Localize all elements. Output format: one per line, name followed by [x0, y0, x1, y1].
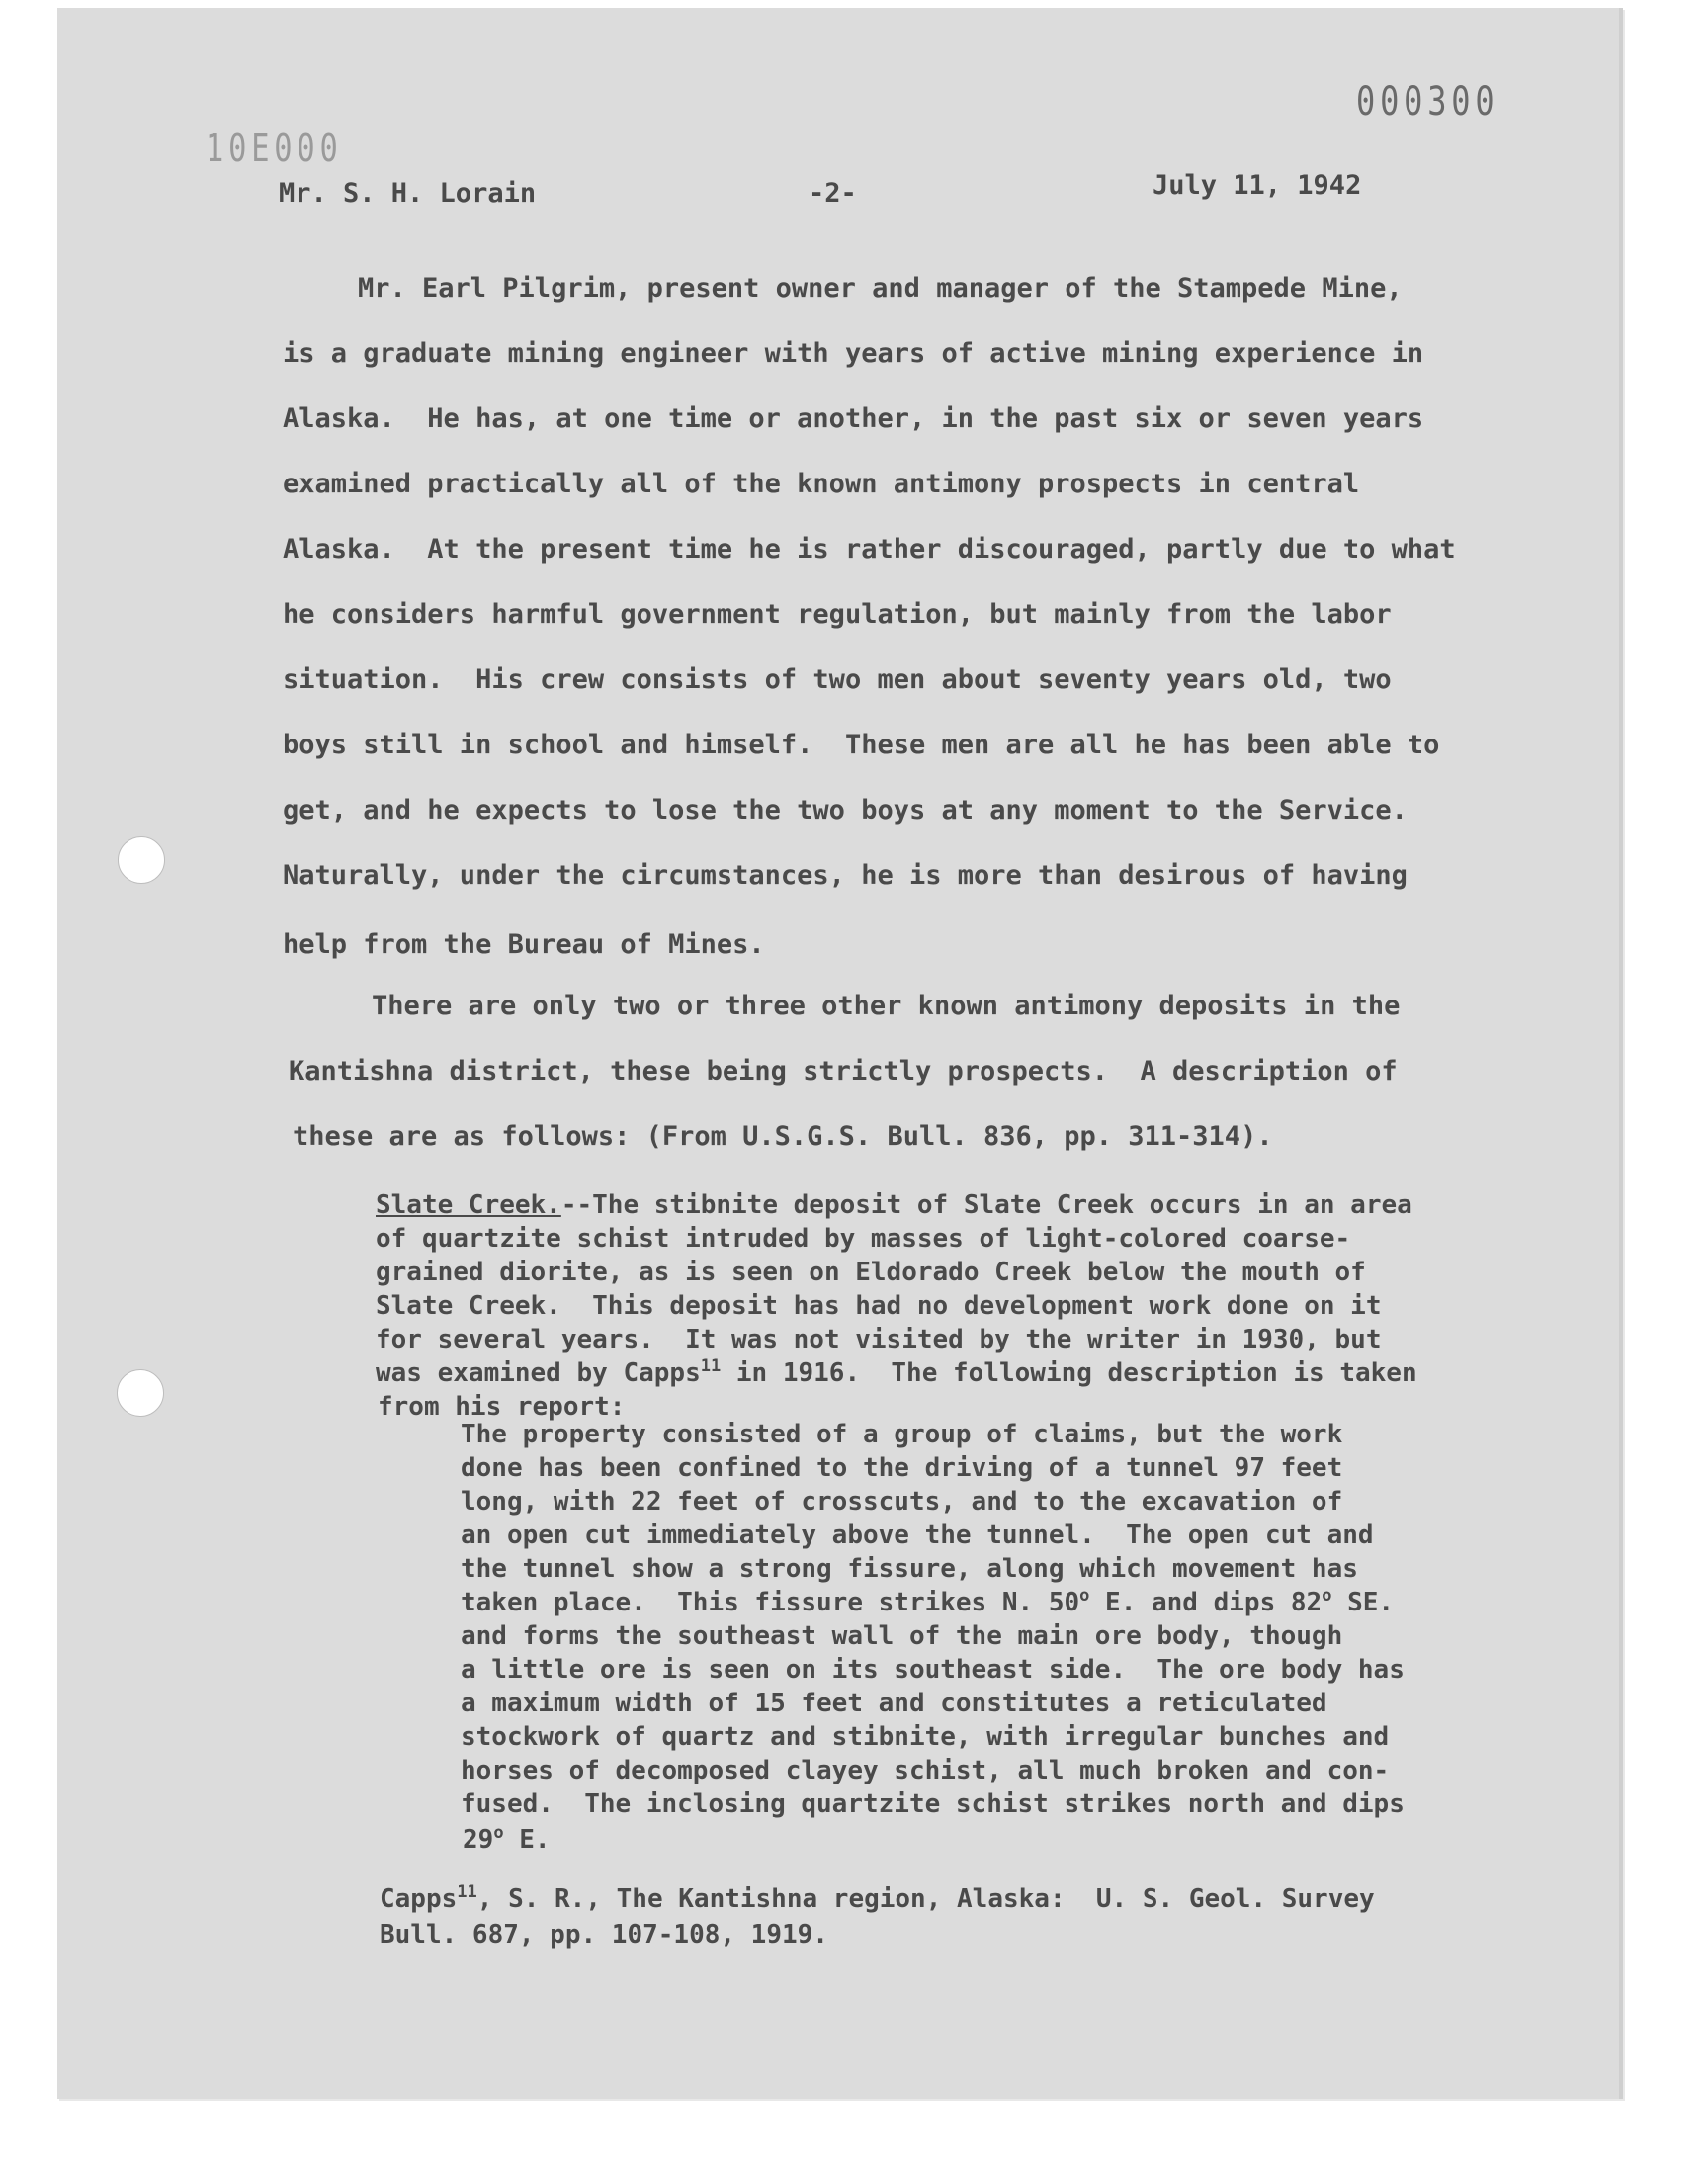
quote-line: an open cut immediately above the tunnel. The open cut and [461, 1521, 1374, 1550]
paragraph-line: examined practically all of the known antimony prospects in central [283, 469, 1360, 499]
quote-line: a maximum width of 15 feet and constitutes a reticulated [461, 1689, 1327, 1718]
slate-creek-line: from his report: [378, 1392, 626, 1422]
quote-line: done has been confined to the driving of a tunnel 97 feet [461, 1453, 1343, 1483]
quote-line: and forms the southeast wall of the main ore body, though [461, 1621, 1343, 1651]
slate-creek-line: for several years. It was not visited by the writer in 1930, but [376, 1325, 1382, 1354]
punch-hole [117, 1369, 164, 1417]
quote-line: 29$^o$ E. [463, 1823, 551, 1855]
paragraph-line: There are only two or three other known antimony deposits in the [372, 991, 1401, 1021]
paragraph-line: boys still in school and himself. These men are all he has been able to [283, 730, 1440, 760]
document-number-stamp: 000300 [1356, 79, 1499, 125]
quote-line: a little ore is seen on its southeast side. The ore body has [461, 1655, 1405, 1685]
paragraph-line: help from the Bureau of Mines. [283, 929, 765, 960]
degree-mark: o [1079, 1586, 1090, 1606]
degree-mark: o [1322, 1586, 1332, 1606]
paragraph-line: get, and he expects to lose the two boys at any moment to the Service. [283, 795, 1408, 826]
quote-line: The property consisted of a group of claims, but the work [461, 1420, 1343, 1449]
quote-line: the tunnel show a strong fissure, along which movement has [461, 1554, 1358, 1584]
paragraph-line: Alaska. He has, at one time or another, in the past six or seven years [283, 403, 1424, 434]
quote-line: stockwork of quartz and stibnite, with irregular bunches and [461, 1722, 1390, 1752]
slate-creek-line: Slate Creek. This deposit has had no development work done on it [376, 1291, 1382, 1321]
letter-date: July 11, 1942 [1153, 170, 1362, 201]
paragraph-line: Alaska. At the present time he is rather discouraged, partly due to what [283, 534, 1456, 565]
faint-number-stamp: 10E000 [206, 127, 343, 170]
slate-creek-first-line: Slate Creek.--The stibnite deposit of Slate Creek occurs in an area [376, 1190, 1412, 1220]
paragraph-line: Naturally, under the circumstances, he is more than desirous of having [283, 860, 1408, 891]
recipient: Mr. S. H. Lorain [279, 178, 537, 209]
quote-line: fused. The inclosing quartzite schist strikes north and dips [461, 1789, 1405, 1819]
paragraph-line: these are as follows: (From U.S.G.S. Bull. 836, pp. 311-314). [293, 1121, 1273, 1152]
footnote-ref: 11 [700, 1356, 722, 1376]
degree-mark: o [493, 1823, 504, 1843]
slate-creek-line: was examined by Capps$^{11}$ in 1916. The following description is taken [376, 1356, 1417, 1388]
slate-creek-heading: Slate Creek. [376, 1190, 561, 1220]
footnote-line: Bull. 687, pp. 107-108, 1919. [380, 1920, 828, 1950]
paragraph-line: is a graduate mining engineer with years of active mining experience in [283, 338, 1424, 369]
quote-line: horses of decomposed clayey schist, all much broken and con- [461, 1756, 1390, 1785]
slate-creek-line: of quartzite schist intruded by masses of light-colored coarse- [376, 1224, 1351, 1254]
quote-line: taken place. This fissure strikes N. 50$^o$ E. and dips 82$^o$ SE. [461, 1586, 1395, 1617]
paragraph-line: Mr. Earl Pilgrim, present owner and manager of the Stampede Mine, [358, 273, 1403, 304]
footnote-number: 11 [457, 1882, 477, 1902]
slate-creek-line: grained diorite, as is seen on Eldorado Creek below the mouth of [376, 1258, 1366, 1287]
page-number: -2- [809, 178, 857, 209]
quote-line: long, with 22 feet of crosscuts, and to the excavation of [461, 1487, 1343, 1517]
paragraph-line: Kantishna district, these being strictly prospects. A description of [289, 1056, 1398, 1087]
paragraph-line: he considers harmful government regulation, but mainly from the labor [283, 599, 1392, 630]
footnote-line: Capps$^{11}$, S. R., The Kantishna region, Alaska: U. S. Geol. Survey [380, 1882, 1375, 1914]
paragraph-line: situation. His crew consists of two men about seventy years old, two [283, 664, 1392, 695]
punch-hole [118, 836, 165, 884]
